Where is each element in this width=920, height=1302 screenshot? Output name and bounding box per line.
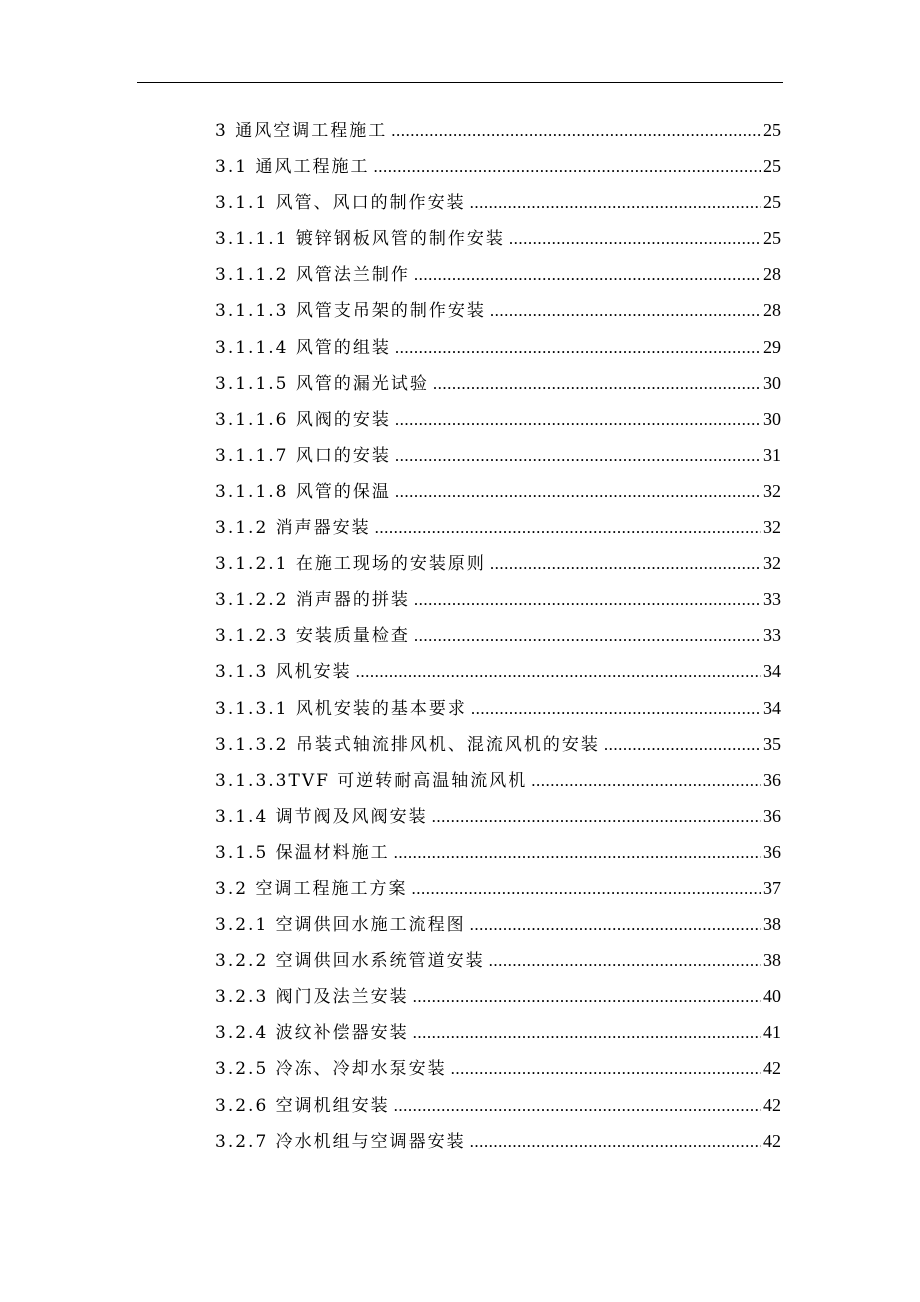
toc-entry-page-number: 42 bbox=[763, 1130, 781, 1151]
toc-entry[interactable] bbox=[215, 978, 781, 1014]
toc-entry-title: 3.2.4 波纹补偿器安装 bbox=[215, 1023, 409, 1044]
toc-entry[interactable] bbox=[215, 942, 781, 978]
toc-entry-title: 3.1.5 保温材料施工 bbox=[215, 842, 390, 863]
toc-dot-leader bbox=[509, 221, 761, 256]
toc-entry-title: 3.1.3.2 吊装式轴流排风机、混流风机的安装 bbox=[215, 734, 600, 755]
toc-dot-leader bbox=[394, 1088, 761, 1123]
toc-dot-leader bbox=[414, 618, 761, 653]
toc-dot-leader bbox=[395, 474, 761, 509]
toc-entry[interactable] bbox=[215, 581, 781, 617]
toc-entry-page-number: 33 bbox=[763, 625, 781, 646]
toc-dot-leader bbox=[490, 546, 761, 581]
toc-entry-page-number: 38 bbox=[763, 950, 781, 971]
toc-entry[interactable] bbox=[215, 690, 781, 726]
toc-entry[interactable] bbox=[215, 509, 781, 545]
toc-entry-page-number: 30 bbox=[763, 372, 781, 393]
toc-entry-title: 3.2.3 阀门及法兰安装 bbox=[215, 987, 409, 1008]
toc-entry-title: 3.2.6 空调机组安装 bbox=[215, 1095, 390, 1116]
toc-entry[interactable] bbox=[215, 617, 781, 653]
toc-entry[interactable] bbox=[215, 365, 781, 401]
toc-entry-page-number: 36 bbox=[763, 769, 781, 790]
toc-entry-title: 3.1.1.6 风阀的安装 bbox=[215, 409, 391, 430]
toc-dot-leader bbox=[395, 438, 761, 473]
toc-entry-title: 3.1.1.2 风管法兰制作 bbox=[215, 265, 410, 286]
toc-dot-leader bbox=[470, 1124, 761, 1159]
toc-entry-title: 3.1.1.4 风管的组装 bbox=[215, 337, 391, 358]
toc-entry-title: 3.2.5 冷冻、冷却水泵安装 bbox=[215, 1059, 447, 1080]
toc-entry-title: 3.1.1.3 风管支吊架的制作安装 bbox=[215, 301, 486, 322]
toc-entry[interactable] bbox=[215, 1050, 781, 1086]
toc-entry-page-number: 42 bbox=[763, 1094, 781, 1115]
toc-dot-leader bbox=[373, 149, 761, 184]
toc-dot-leader bbox=[356, 654, 761, 689]
toc-entry-title: 3 通风空调工程施工 bbox=[215, 121, 388, 141]
toc-entry-title: 3.1.2.3 安装质量检查 bbox=[215, 626, 410, 647]
toc-entry-page-number: 28 bbox=[763, 300, 781, 321]
toc-dot-leader bbox=[451, 1051, 761, 1086]
toc-entry-title: 3.1.2 消声器安装 bbox=[215, 518, 371, 539]
toc-entry-title: 3.2.1 空调供回水施工流程图 bbox=[215, 915, 466, 936]
toc-entry-page-number: 41 bbox=[763, 1022, 781, 1043]
toc-dot-leader bbox=[413, 979, 761, 1014]
toc-entry-page-number: 30 bbox=[763, 408, 781, 429]
toc-entry[interactable] bbox=[215, 184, 781, 220]
toc-dot-leader bbox=[471, 691, 761, 726]
toc-dot-leader bbox=[391, 113, 761, 148]
toc-entry-page-number: 36 bbox=[763, 805, 781, 826]
toc-entry[interactable] bbox=[215, 1087, 781, 1123]
toc-entry-page-number: 36 bbox=[763, 841, 781, 862]
toc-entry-page-number: 32 bbox=[763, 517, 781, 538]
toc-dot-leader bbox=[470, 185, 761, 220]
toc-dot-leader bbox=[432, 799, 761, 834]
toc-dot-leader bbox=[394, 835, 761, 870]
toc-dot-leader bbox=[395, 330, 761, 365]
toc-entry-title: 3.1.3 风机安装 bbox=[215, 662, 352, 683]
toc-entry[interactable] bbox=[215, 220, 781, 256]
toc-entry-title: 3.1 通风工程施工 bbox=[215, 157, 370, 178]
toc-entry-page-number: 34 bbox=[763, 697, 781, 718]
toc-entry-page-number: 34 bbox=[763, 661, 781, 682]
toc-dot-leader bbox=[470, 907, 761, 942]
toc-entry[interactable] bbox=[215, 401, 781, 437]
toc-entry[interactable] bbox=[215, 112, 781, 148]
toc-entry-page-number: 28 bbox=[763, 264, 781, 285]
toc-entry-page-number: 25 bbox=[763, 156, 781, 177]
toc-entry[interactable] bbox=[215, 329, 781, 365]
toc-entry-page-number: 29 bbox=[763, 336, 781, 357]
toc-entry-page-number: 32 bbox=[763, 480, 781, 501]
toc-entry-title: 3.1.3.3TVF 可逆转耐高温轴流风机 bbox=[215, 770, 528, 791]
toc-entry-title: 3.1.1.8 风管的保温 bbox=[215, 481, 391, 502]
toc-entry-title: 3.1.1 风管、风口的制作安装 bbox=[215, 193, 466, 214]
toc-entry-title: 3.1.3.1 风机安装的基本要求 bbox=[215, 698, 467, 719]
toc-entry-title: 3.1.2.2 消声器的拼装 bbox=[215, 590, 410, 611]
toc-entry[interactable] bbox=[215, 798, 781, 834]
toc-dot-leader bbox=[413, 1015, 761, 1050]
toc-entry-page-number: 35 bbox=[763, 733, 781, 754]
toc-entry-page-number: 42 bbox=[763, 1058, 781, 1079]
toc-entry-title: 3.1.1.5 风管的漏光试验 bbox=[215, 373, 429, 394]
toc-entry[interactable] bbox=[215, 834, 781, 870]
toc-dot-leader bbox=[414, 582, 761, 617]
toc-dot-leader bbox=[490, 293, 761, 328]
toc-entry-title: 3.2 空调工程施工方案 bbox=[215, 878, 408, 899]
toc-entry-title: 3.1.2.1 在施工现场的安装原则 bbox=[215, 554, 486, 575]
toc-dot-leader bbox=[395, 402, 761, 437]
toc-entry[interactable] bbox=[215, 762, 781, 798]
toc-dot-leader bbox=[604, 727, 761, 762]
toc-entry-page-number: 38 bbox=[763, 914, 781, 935]
toc-entry-page-number: 25 bbox=[763, 120, 781, 140]
toc-entry-page-number: 40 bbox=[763, 986, 781, 1007]
toc-entry[interactable] bbox=[215, 726, 781, 762]
toc-entry-page-number: 37 bbox=[763, 877, 781, 898]
toc-entry-title: 3.1.1.7 风口的安装 bbox=[215, 445, 391, 466]
toc-entry-title: 3.2.2 空调供回水系统管道安装 bbox=[215, 951, 485, 972]
toc-entry-title: 3.1.1.1 镀锌钢板风管的制作安装 bbox=[215, 229, 505, 250]
table-of-contents bbox=[215, 112, 781, 1159]
toc-dot-leader bbox=[375, 510, 761, 545]
toc-entry[interactable] bbox=[215, 870, 781, 906]
toc-entry[interactable] bbox=[215, 906, 781, 942]
toc-entry[interactable] bbox=[215, 437, 781, 473]
toc-entry[interactable] bbox=[215, 1123, 781, 1159]
toc-dot-leader bbox=[489, 943, 761, 978]
toc-entry-title: 3.1.4 调节阀及风阀安装 bbox=[215, 806, 428, 827]
toc-entry-title: 3.2.7 冷水机组与空调器安装 bbox=[215, 1131, 466, 1152]
toc-entry-page-number: 31 bbox=[763, 444, 781, 465]
toc-entry[interactable] bbox=[215, 1014, 781, 1050]
toc-dot-leader bbox=[411, 871, 761, 906]
toc-dot-leader bbox=[414, 257, 761, 292]
toc-entry[interactable] bbox=[215, 292, 781, 328]
toc-entry[interactable] bbox=[215, 653, 781, 689]
toc-entry[interactable] bbox=[215, 473, 781, 509]
toc-dot-leader bbox=[433, 366, 761, 401]
toc-entry-page-number: 32 bbox=[763, 553, 781, 574]
toc-entry[interactable] bbox=[215, 545, 781, 581]
toc-entry-page-number: 25 bbox=[763, 228, 781, 249]
toc-entry[interactable] bbox=[215, 256, 781, 292]
toc-dot-leader bbox=[531, 763, 761, 798]
header-rule bbox=[137, 82, 783, 83]
toc-entry-page-number: 33 bbox=[763, 589, 781, 610]
toc-entry[interactable] bbox=[215, 148, 781, 184]
toc-entry-page-number: 25 bbox=[763, 192, 781, 213]
